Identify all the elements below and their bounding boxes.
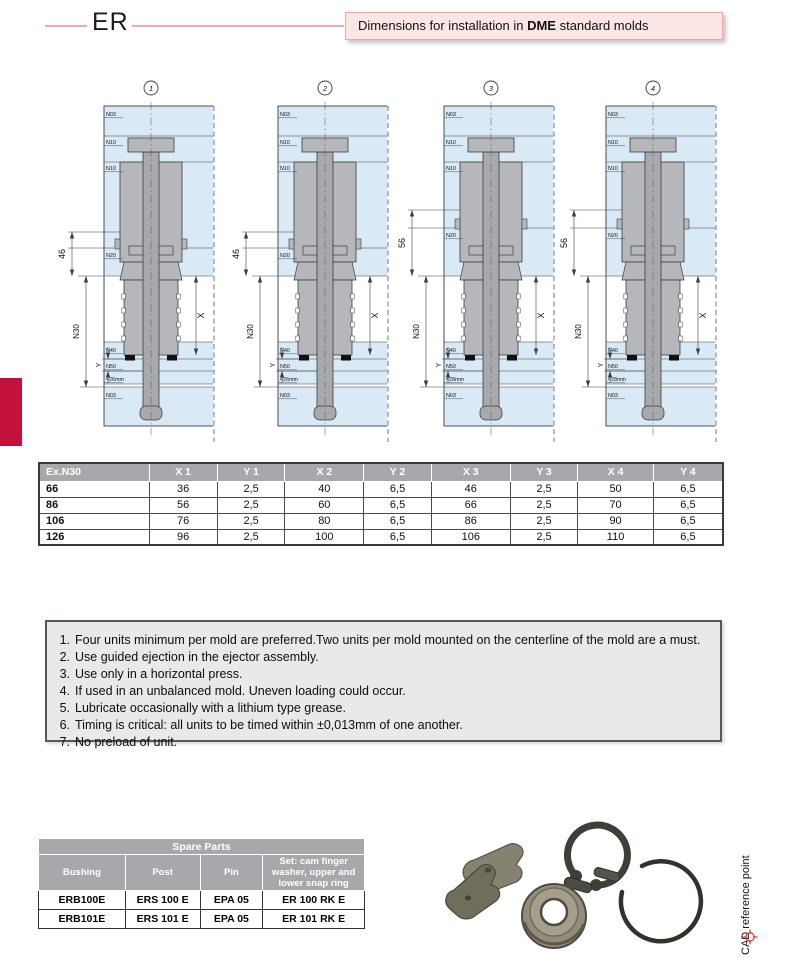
dimension-value-cell: 96 (149, 529, 217, 545)
x-dimension-label: X (536, 312, 546, 319)
column-header-size: Ex.N30 (39, 463, 149, 481)
note-item (55, 667, 712, 682)
dimension-value-cell: 2,5 (217, 513, 285, 529)
spare-column-header: Bushing (39, 855, 126, 891)
part-number-cell: EPA 05 (200, 910, 263, 929)
diagram-number: 2 (322, 83, 328, 93)
plate-label-n20: N20 (106, 253, 116, 259)
plate-label-n20: N20 (280, 253, 290, 259)
spare-parts-row (39, 891, 365, 910)
plate-label-n20: N20 (608, 233, 618, 239)
dimension-value-cell: 86 (431, 513, 510, 529)
part-number-cell: ER 100 RK E (263, 891, 365, 910)
dimension-value-cell: 50 (578, 481, 654, 497)
spare-parts-header-row (39, 855, 365, 891)
table-row (39, 513, 723, 529)
dimension-table-container (38, 462, 724, 546)
part-number-cell: ERS 100 E (125, 891, 200, 910)
installation-diagram-4 (558, 76, 732, 448)
plate-label-n40: N40 (446, 348, 456, 354)
installation-diagram-3 (396, 76, 570, 448)
row-size-cell: 66 (39, 481, 149, 497)
plate-label-n10: N10 (446, 166, 456, 172)
plate-label-n50: N50 (280, 364, 290, 370)
dimension-value-cell: 6,5 (364, 513, 432, 529)
dimension-value-cell: 80 (285, 513, 364, 529)
note-number: 6. (59, 718, 70, 732)
spare-column-header: Set: cam finger washer, upper and lower snap ring (263, 855, 365, 891)
banner-brand: DME (527, 18, 556, 33)
column-header: Y 3 (510, 463, 578, 481)
x-dimension-label: X (370, 312, 380, 319)
header-rule-right (132, 25, 344, 27)
height-dimension-label: 56 (397, 237, 407, 249)
column-header: Y 4 (653, 463, 723, 481)
dimension-value-cell: 2,5 (510, 529, 578, 545)
mold-cross-section (396, 76, 570, 448)
dimension-value-cell: 106 (431, 529, 510, 545)
note-number: 7. (59, 735, 70, 749)
clearance-label: ≈26mm (106, 377, 124, 383)
cad-reference-label: CAD reference point (740, 855, 752, 955)
stroke-dimension-label: N30 (412, 324, 421, 339)
spare-parts-row (39, 910, 365, 929)
plate-label-n10: N10 (608, 166, 618, 172)
column-header: X 2 (285, 463, 364, 481)
dimension-value-cell: 76 (149, 513, 217, 529)
dimension-value-cell: 6,5 (653, 497, 723, 513)
plate-label-n10: N10 (608, 140, 618, 146)
installation-diagram-1 (56, 76, 230, 448)
spare-parts-container (38, 838, 365, 929)
y-dimension-label: Y (598, 362, 605, 368)
column-header: Y 1 (217, 463, 285, 481)
dimension-value-cell: 100 (285, 529, 364, 545)
banner-text-prefix: Dimensions for installation in (358, 18, 528, 33)
diagram-number: 3 (488, 83, 494, 93)
table-row (39, 481, 723, 497)
part-number-cell: EPA 05 (200, 891, 263, 910)
column-header: Y 2 (364, 463, 432, 481)
dimension-value-cell: 110 (578, 529, 654, 545)
note-item (55, 633, 712, 648)
note-text: Use guided ejection in the ejector assembly. (75, 650, 319, 664)
column-header: X 1 (149, 463, 217, 481)
plate-label-n03-bottom: N03 (446, 393, 456, 399)
part-number-cell: ER 101 RK E (263, 910, 365, 929)
dimension-value-cell: 2,5 (217, 497, 285, 513)
note-text: Use only in a horizontal press. (75, 667, 243, 681)
table-row (39, 497, 723, 513)
note-item (55, 701, 712, 716)
note-item (55, 718, 712, 733)
note-number: 1. (59, 633, 70, 647)
plate-label-n03-bottom: N03 (106, 393, 116, 399)
dimension-table-header-row (39, 463, 723, 481)
note-item (55, 650, 712, 665)
part-number-cell: ERB100E (39, 891, 126, 910)
banner (345, 12, 723, 40)
dimension-value-cell: 6,5 (364, 481, 432, 497)
height-dimension-label: 46 (231, 248, 241, 260)
mold-cross-section (56, 76, 230, 448)
plate-label-n10: N10 (446, 140, 456, 146)
stroke-dimension-label: N30 (72, 324, 81, 339)
dimension-value-cell: 6,5 (364, 529, 432, 545)
part-number-cell: ERB101E (39, 910, 126, 929)
dimension-value-cell: 6,5 (653, 481, 723, 497)
section-index-tab (0, 378, 22, 446)
clearance-label: ≈28mm (446, 377, 464, 383)
stroke-dimension-label: N30 (574, 324, 583, 339)
installation-notes (45, 620, 722, 749)
plate-label-n03-bottom: N03 (608, 393, 618, 399)
spare-parts-table (38, 838, 365, 929)
dimension-value-cell: 2,5 (217, 529, 285, 545)
plate-label-n40: N40 (280, 348, 290, 354)
dimension-value-cell: 90 (578, 513, 654, 529)
note-item (55, 684, 712, 699)
dimension-value-cell: 2,5 (217, 481, 285, 497)
note-number: 4. (59, 684, 70, 698)
dimension-value-cell: 56 (149, 497, 217, 513)
note-number: 3. (59, 667, 70, 681)
plate-label-n03: N03 (280, 112, 290, 118)
dimension-value-cell: 2,5 (510, 513, 578, 529)
dimension-value-cell: 6,5 (653, 513, 723, 529)
dimension-value-cell: 36 (149, 481, 217, 497)
page-title: ER (92, 8, 129, 36)
banner-text-suffix: standard molds (555, 18, 649, 33)
table-row (39, 529, 723, 545)
plate-label-n40: N40 (608, 348, 618, 354)
row-size-cell: 86 (39, 497, 149, 513)
row-size-cell: 106 (39, 513, 149, 529)
note-text: Timing is critical: all units to be timed within ±0,013mm of one another. (75, 718, 463, 732)
diagram-number: 1 (148, 83, 154, 93)
lower-snap-ring-image (621, 861, 701, 941)
note-text: Lubricate occasionally with a lithium type grease. (75, 701, 346, 715)
note-item (55, 735, 712, 750)
mold-cross-section (558, 76, 732, 448)
clearance-label: ≈26mm (280, 377, 298, 383)
spare-parts-title: Spare Parts (39, 839, 365, 855)
plate-label-n03: N03 (608, 112, 618, 118)
plate-label-n10: N10 (280, 166, 290, 172)
plate-label-n40: N40 (106, 348, 116, 354)
note-text: No preload of unit. (75, 735, 178, 749)
y-dimension-label: Y (270, 362, 277, 368)
header-rule-left (45, 25, 87, 27)
column-header: X 3 (431, 463, 510, 481)
mold-cross-section (230, 76, 404, 448)
dimension-value-cell: 60 (285, 497, 364, 513)
clearance-label: ≈28mm (608, 377, 626, 383)
spare-column-header: Post (125, 855, 200, 891)
washer-image (522, 884, 586, 948)
note-text: Four units minimum per mold are preferred.Two units per mold mounted on the centerline of the mold are a must. (75, 633, 701, 647)
diagram-number: 4 (650, 83, 656, 93)
dimension-table (38, 462, 724, 546)
height-dimension-label: 46 (57, 248, 67, 260)
spare-parts-photo (436, 812, 736, 957)
dimension-value-cell: 2,5 (510, 497, 578, 513)
note-number: 5. (59, 701, 70, 715)
dimension-value-cell: 46 (431, 481, 510, 497)
dimension-value-cell: 66 (431, 497, 510, 513)
dimension-value-cell: 2,5 (510, 481, 578, 497)
plate-label-n03: N03 (106, 112, 116, 118)
dimension-value-cell: 6,5 (364, 497, 432, 513)
dimension-value-cell: 70 (578, 497, 654, 513)
row-size-cell: 126 (39, 529, 149, 545)
height-dimension-label: 56 (559, 237, 569, 249)
note-text: If used in an unbalanced mold. Uneven loading could occur. (75, 684, 406, 698)
spare-parts-title-row (39, 839, 365, 855)
plate-label-n03-bottom: N03 (280, 393, 290, 399)
cad-crosshair-icon (741, 928, 759, 951)
plate-label-n10: N10 (280, 140, 290, 146)
dimension-value-cell: 6,5 (653, 529, 723, 545)
column-header: X 4 (578, 463, 654, 481)
plate-label-n10: N10 (106, 166, 116, 172)
cam-fingers-image (446, 844, 523, 919)
spare-column-header: Pin (200, 855, 263, 891)
y-dimension-label: Y (96, 362, 103, 368)
stroke-dimension-label: N30 (246, 324, 255, 339)
plate-label-n50: N50 (446, 364, 456, 370)
plate-label-n03: N03 (446, 112, 456, 118)
note-number: 2. (59, 650, 70, 664)
plate-label-n50: N50 (106, 364, 116, 370)
x-dimension-label: X (196, 312, 206, 319)
plate-label-n20: N20 (446, 233, 456, 239)
plate-label-n10: N10 (106, 140, 116, 146)
part-number-cell: ERS 101 E (125, 910, 200, 929)
installation-diagram-2 (230, 76, 404, 448)
plate-label-n50: N50 (608, 364, 618, 370)
y-dimension-label: Y (436, 362, 443, 368)
x-dimension-label: X (698, 312, 708, 319)
dimension-value-cell: 40 (285, 481, 364, 497)
